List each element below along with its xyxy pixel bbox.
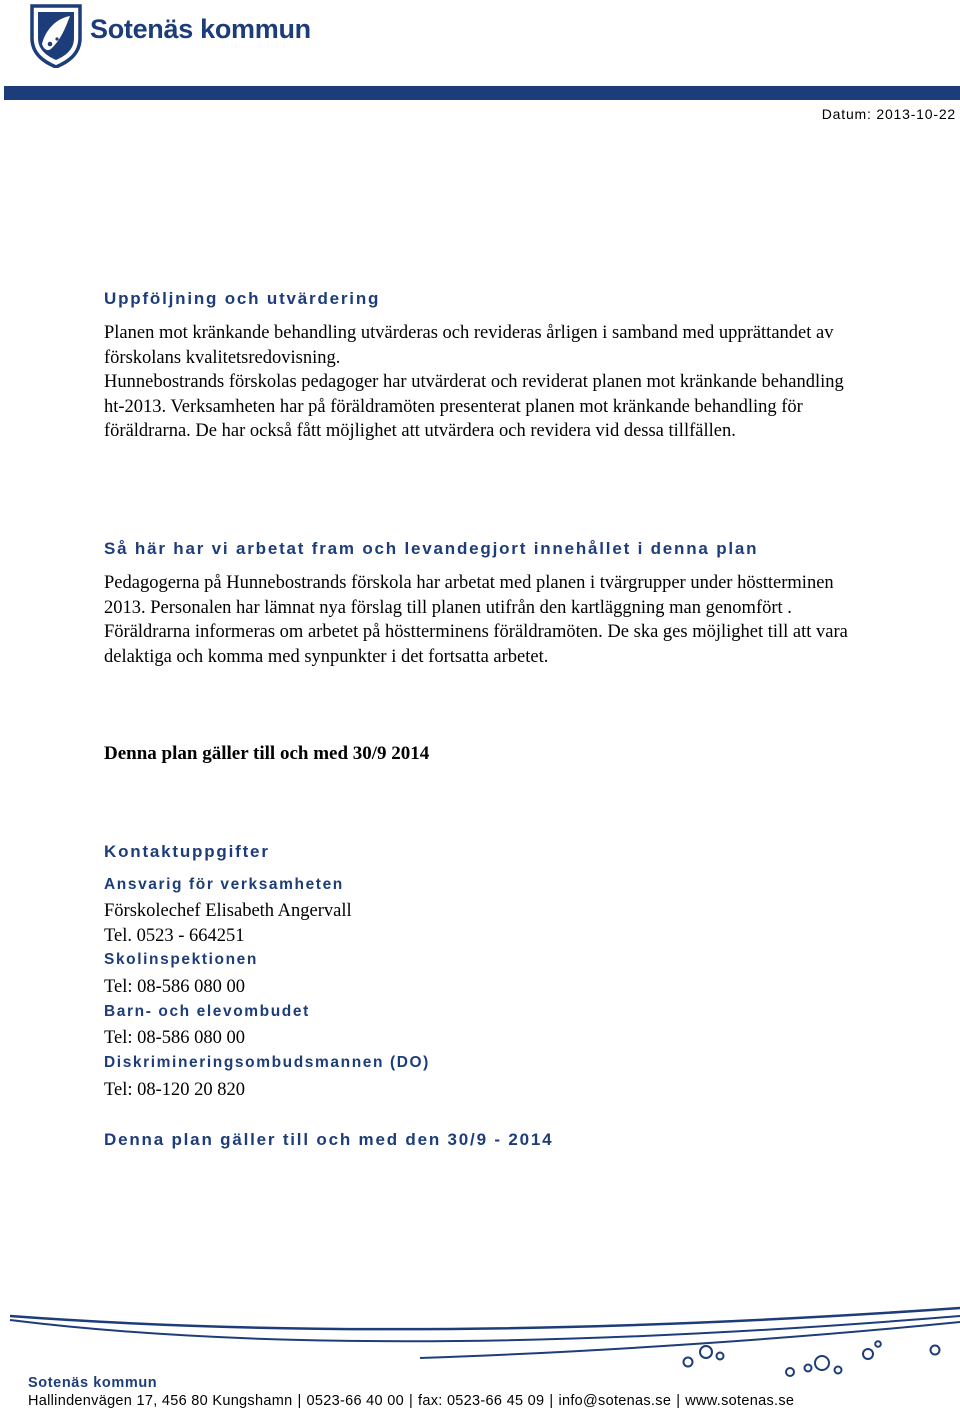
heading-discrimination-ombudsman: Diskrimineringsombudsmannen (DO) xyxy=(104,1054,430,1071)
document-date: Datum: 2013-10-22 xyxy=(821,106,956,122)
discrimination-ombudsman-phone: Tel: 08-120 20 820 xyxy=(104,1080,246,1100)
footer-organization-name: Sotenäs kommun xyxy=(28,1375,158,1391)
heading-followup: Uppföljning och utvärdering xyxy=(104,289,381,308)
followup-paragraph-1: Planen mot kränkande behandling utvärderas och revideras årligen i samband med upprättandet av förskolans kvalitetsredovisning. xyxy=(104,323,834,368)
logo-wordmark: Sotenäs kommun xyxy=(90,14,311,44)
heading-responsible: Ansvarig för verksamheten xyxy=(104,876,344,893)
footer-address: Hallindenvägen 17, 456 80 Kungshamn xyxy=(28,1393,293,1409)
header-rule xyxy=(4,86,960,100)
heading-how-we-worked: Så här har vi arbetat fram och levandegjort innehållet i denna plan xyxy=(104,539,759,558)
heading-school-inspection: Skolinspektionen xyxy=(104,951,258,968)
children-ombudsman-phone: Tel: 08-586 080 00 xyxy=(104,1028,246,1048)
footer-website-link[interactable]: www.sotenas.se xyxy=(685,1393,795,1409)
heading-children-ombudsman: Barn- och elevombudet xyxy=(104,1003,310,1020)
followup-body xyxy=(104,321,864,444)
footer-fax: fax: 0523-66 45 09 xyxy=(418,1393,545,1409)
plan-validity-statement: Denna plan gäller till och med 30/9 2014 xyxy=(104,743,430,764)
footer-email-link[interactable]: info@sotenas.se xyxy=(558,1393,672,1409)
plan-validity-heading: Denna plan gäller till och med den 30/9 - 2014 xyxy=(104,1130,554,1149)
how-we-worked-body xyxy=(104,571,864,669)
footer-phone: 0523-66 40 00 xyxy=(306,1393,404,1409)
sotenas-logo-shield-icon xyxy=(28,4,84,68)
footer-contact-line: Hallindenvägen 17, 456 80 Kungshamn | 0523-66 40 00 | fax: 0523-66 45 09 | info@sotenas.se | www.sotenas.se xyxy=(28,1393,795,1409)
heading-contact-info: Kontaktuppgifter xyxy=(104,842,270,861)
how-we-worked-paragraph: Pedagogerna på Hunnebostrands förskola har arbetat med planen i tvärgrupper under höstterminen 2013. Personalen har lämnat nya förslag till planen utifrån den kartläggning man genomfört . Föräldrarna informeras om arbetet på höstterminens föräldramöten. De ska ges möjlighet till att vara delaktiga och komma med synpunkter i det fortsatta arbetet. xyxy=(104,573,848,667)
school-inspection-phone: Tel: 08-586 080 00 xyxy=(104,977,246,997)
responsible-phone: Tel. 0523 - 664251 xyxy=(104,926,245,946)
responsible-name: Förskolechef Elisabeth Angervall xyxy=(104,901,352,921)
followup-paragraph-2: Hunnebostrands förskolas pedagoger har utvärderat och reviderat planen mot kränkande behandling ht-2013. Verksamheten har på föräldramöten presenterat planen mot kränkande behandling för föräldrarna. De har också fått möjlighet att utvärdera och revidera vid dessa tillfällen. xyxy=(104,372,844,442)
